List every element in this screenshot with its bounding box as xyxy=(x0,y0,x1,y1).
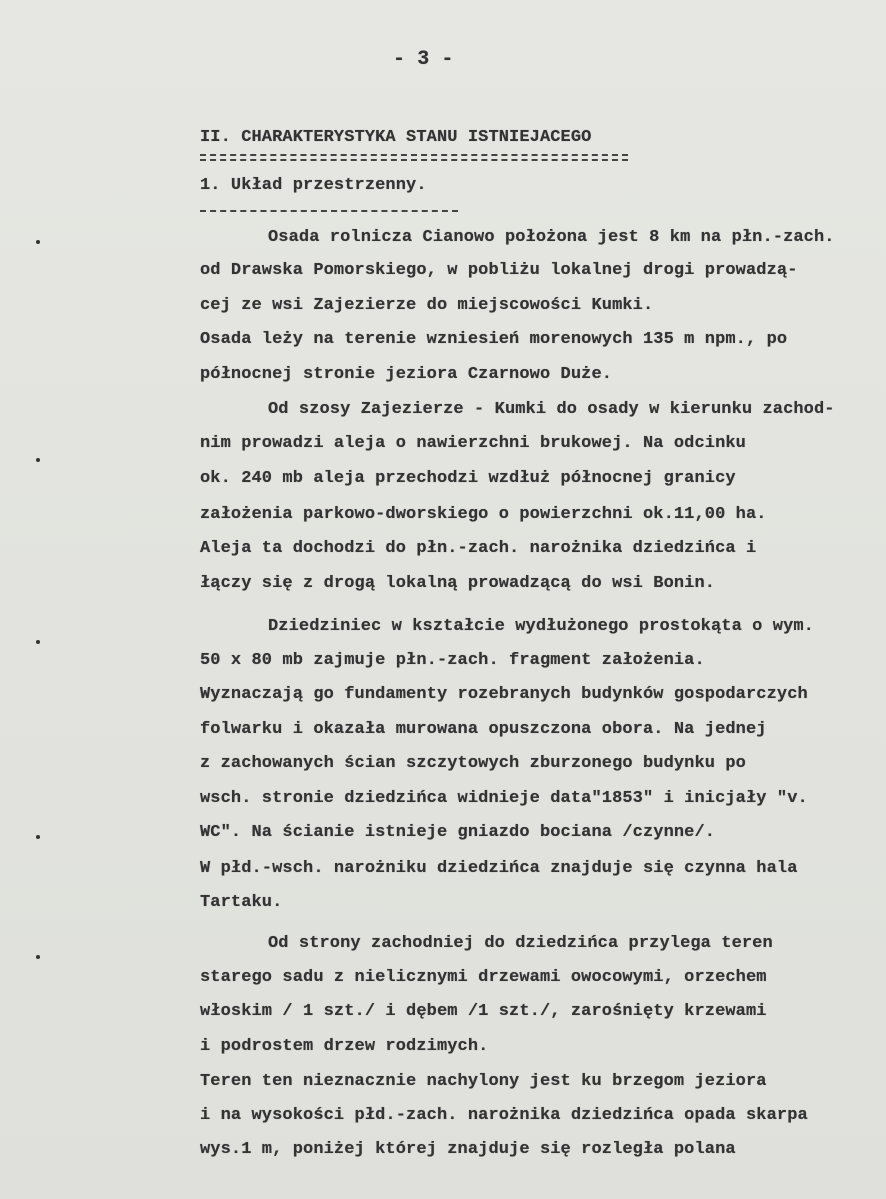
text-line: starego sadu z nielicznymi drzewami owocowymi, orzechem xyxy=(200,968,767,987)
text-line: łączy się z drogą lokalną prowadzącą do wsi Bonin. xyxy=(200,574,716,593)
text-line: północnej stronie jeziora Czarnowo Duże. xyxy=(200,365,613,384)
punch-mark xyxy=(36,955,40,959)
double-underline xyxy=(200,154,628,161)
punch-mark xyxy=(36,458,40,462)
text-line: Wyznaczają go fundamenty rozebranych budynków gospodarczych xyxy=(200,685,808,704)
text-line: włoskim / 1 szt./ i dębem /1 szt./, zarośnięty krzewami xyxy=(200,1002,767,1021)
text-line: Aleja ta dochodzi do płn.-zach. narożnika dziedzińca i xyxy=(200,539,757,558)
text-line: folwarku i okazała murowana opuszczona obora. Na jednej xyxy=(200,720,767,739)
text-line: Od szosy Zajezierze - Kumki do osady w kierunku zachod- xyxy=(268,400,835,419)
underline xyxy=(200,210,458,212)
text-line: nim prowadzi aleja o nawierzchni brukowej. Na odcinku xyxy=(200,434,746,453)
subsection-title: 1. Układ przestrzenny. xyxy=(200,176,427,195)
section-title: II. CHARAKTERYSTYKA STANU ISTNIEJACEGO xyxy=(200,128,592,147)
text-line: Teren ten nieznacznie nachylony jest ku brzegom jeziora xyxy=(200,1072,767,1091)
punch-mark xyxy=(36,835,40,839)
text-line: Dziedziniec w kształcie wydłużonego prostokąta o wym. xyxy=(268,617,814,636)
text-line: i na wysokości płd.-zach. narożnika dziedzińca opada skarpa xyxy=(200,1106,808,1125)
text-line: WC". Na ścianie istnieje gniazdo bociana /czynne/. xyxy=(200,823,716,842)
punch-mark xyxy=(36,240,40,244)
text-line: W płd.-wsch. narożniku dziedzińca znajduje się czynna hala xyxy=(200,859,798,878)
text-line: ok. 240 mb aleja przechodzi wzdłuż północnej granicy xyxy=(200,469,736,488)
text-line: Osada leży na terenie wzniesień morenowych 135 m npm., po xyxy=(200,330,788,349)
text-line: 50 x 80 mb zajmuje płn.-zach. fragment założenia. xyxy=(200,651,705,670)
text-line: cej ze wsi Zajezierze do miejscowości Kumki. xyxy=(200,296,654,315)
text-line: wsch. stronie dziedzińca widnieje data"1853" i inicjały "v. xyxy=(200,789,808,808)
text-line: od Drawska Pomorskiego, w pobliżu lokalnej drogi prowadzą- xyxy=(200,261,798,280)
text-line: Tartaku. xyxy=(200,893,283,912)
text-line: z zachowanych ścian szczytowych zburzonego budynku po xyxy=(200,754,746,773)
page-number: - 3 - xyxy=(393,48,454,71)
text-line: Osada rolnicza Cianowo położona jest 8 km na płn.-zach. xyxy=(268,228,835,247)
text-line: wys.1 m, poniżej której znajduje się rozległa polana xyxy=(200,1140,736,1159)
text-line: Od strony zachodniej do dziedzińca przylega teren xyxy=(268,934,773,953)
punch-mark xyxy=(36,640,40,644)
text-line: i podrostem drzew rodzimych. xyxy=(200,1037,489,1056)
text-line: założenia parkowo-dworskiego o powierzchni ok.11,00 ha. xyxy=(200,505,767,524)
